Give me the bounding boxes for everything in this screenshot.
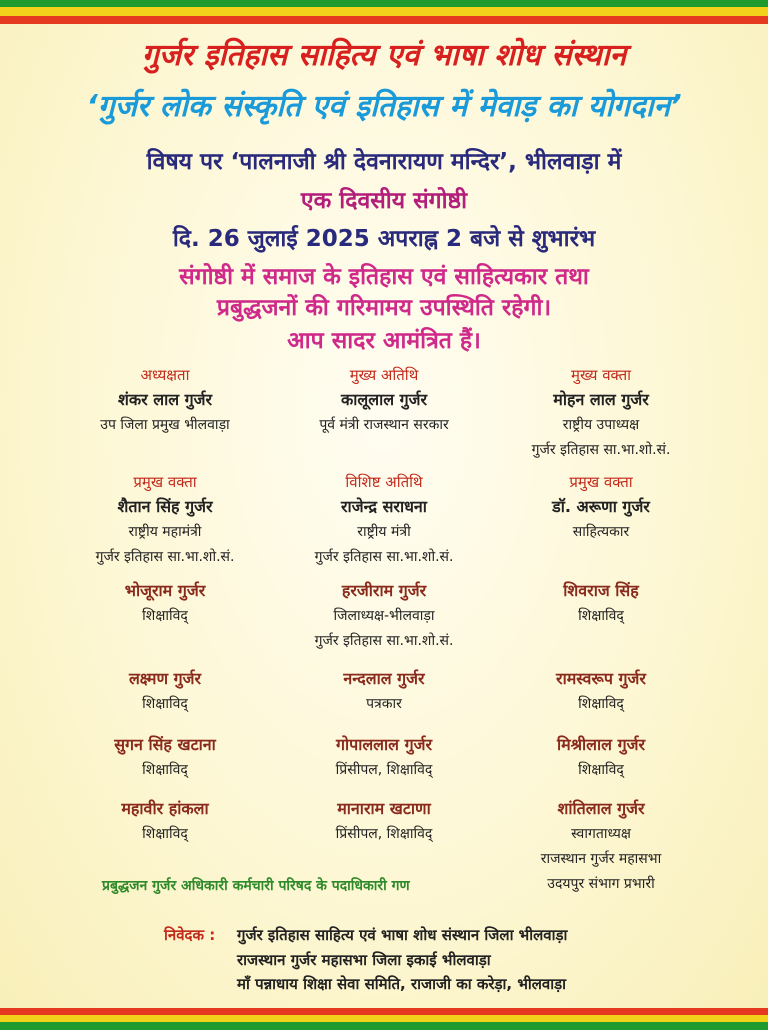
guest-desc: प्रिंसीपल, शिक्षाविद्	[335, 826, 433, 842]
invitation-line-1: संगोष्ठी में समाज के इतिहास एवं साहित्यकार तथा	[179, 264, 589, 290]
guest-desc: शिक्षाविद्	[578, 696, 624, 712]
guest-desc: राष्ट्रीय महामंत्री	[128, 524, 202, 540]
guest-name: शैतान सिंह गुर्जर	[117, 497, 213, 516]
date-time: दि. 26 जुलाई 2025 अपराह्न 2 बजे से शुभारंभ	[172, 226, 596, 252]
guest-card	[473, 470, 729, 545]
council-note: प्रबुद्धजन गुर्जर अधिकारी कर्मचारी परिषद के पदाधिकारी गण	[102, 878, 410, 894]
guest-role: मुख्य अतिथि	[349, 366, 419, 384]
guest-name: कालूलाल गुर्जर	[340, 390, 428, 409]
guest-desc: राजस्थान गुर्जर महासभा	[540, 851, 662, 867]
top-green-stripe	[0, 0, 768, 7]
bottom-red-stripe	[0, 1008, 768, 1015]
guest-name: डॉ. अरूणा गुर्जर	[552, 497, 650, 516]
theme-title: ‘गुर्जर लोक संस्कृति एवं इतिहास में मेवाड़ का योगदान’	[86, 89, 682, 124]
guest-role: अध्यक्षता	[140, 366, 190, 384]
invitation-line-3: आप सादर आमंत्रित हैं।	[287, 328, 481, 354]
top-yellow-stripe	[0, 7, 768, 16]
guest-name: शिवराज सिंह	[563, 581, 639, 600]
guest-name: रामस्वरूप गुर्जर	[556, 669, 646, 688]
guest-name: राजेन्द्र सराधना	[341, 497, 427, 516]
invitation-line-2: प्रबुद्धजनों की गरिमामय उपस्थिति रहेगी।	[216, 295, 552, 321]
guest-role: विशिष्ट अतिथि	[345, 473, 423, 491]
guest-desc: उप जिला प्रमुख भीलवाड़ा	[100, 417, 230, 433]
guest-card	[473, 666, 729, 717]
guest-name: लक्ष्मण गुर्जर	[128, 669, 202, 688]
nivedak-line: गुर्जर इतिहास साहित्य एवं भाषा शोध संस्थान जिला भीलवाड़ा	[237, 926, 568, 944]
guest-name: शांतिलाल गुर्जर	[557, 799, 645, 818]
guest-desc: शिक्षाविद्	[142, 608, 188, 624]
guest-desc: गुर्जर इतिहास सा.भा.शो.सं.	[531, 442, 671, 458]
guest-card	[473, 796, 729, 897]
guest-name: नन्दलाल गुर्जर	[343, 669, 425, 688]
guest-name: भोजूराम गुर्जर	[124, 581, 206, 600]
guest-card	[37, 578, 293, 629]
guest-desc: साहित्यकार	[572, 524, 630, 540]
guest-role: प्रमुख वक्ता	[133, 473, 197, 491]
guest-desc: राष्ट्रीय मंत्री	[357, 524, 411, 540]
guest-desc: गुर्जर इतिहास सा.भा.शो.सं.	[95, 549, 235, 565]
nivedak-label: निवेदक :	[164, 926, 216, 944]
guest-desc: शिक्षाविद्	[578, 762, 624, 778]
bottom-yellow-stripe	[0, 1015, 768, 1022]
guest-card	[37, 796, 293, 847]
guest-desc: पूर्व मंत्री राजस्थान सरकार	[319, 417, 449, 433]
guest-desc: स्वागताध्यक्ष	[571, 826, 631, 842]
guest-desc: शिक्षाविद्	[142, 696, 188, 712]
guest-name: शंकर लाल गुर्जर	[117, 390, 213, 409]
guest-desc: उदयपुर संभाग प्रभारी	[547, 876, 655, 892]
guest-desc: प्रिंसीपल, शिक्षाविद्	[335, 762, 433, 778]
guest-name: महावीर हांकला	[121, 799, 209, 818]
guest-role: प्रमुख वक्ता	[569, 473, 633, 491]
guest-desc: राष्ट्रीय उपाध्यक्ष	[562, 417, 640, 433]
guest-name: मोहन लाल गुर्जर	[553, 390, 649, 409]
nivedak-line: माँ पन्नाधाय शिक्षा सेवा समिति, राजाजी का करेड़ा, भीलवाड़ा	[237, 975, 567, 993]
guest-card	[37, 470, 293, 570]
guest-card	[473, 578, 729, 629]
guest-desc: गुर्जर इतिहास सा.भा.शो.सं.	[314, 633, 454, 649]
guest-card	[37, 363, 293, 438]
nivedak-line: राजस्थान गुर्जर महासभा जिला इकाई भीलवाड़ा	[237, 951, 491, 969]
guest-desc: पत्रकार	[366, 696, 402, 712]
guest-desc: जिलाध्यक्ष-भीलवाड़ा	[333, 608, 435, 624]
guest-card	[473, 732, 729, 783]
guest-desc: शिक्षाविद्	[142, 762, 188, 778]
guest-card	[37, 732, 293, 783]
guest-name: हरजीराम गुर्जर	[341, 581, 427, 600]
guest-card	[473, 363, 729, 463]
guest-name: मिश्रीलाल गुर्जर	[556, 735, 646, 754]
guest-name: सुगन सिंह खटाना	[114, 735, 216, 754]
org-title: गुर्जर इतिहास साहित्य एवं भाषा शोध संस्थान	[141, 38, 627, 73]
guest-role: मुख्य वक्ता	[570, 366, 632, 384]
guest-desc: गुर्जर इतिहास सा.भा.शो.सं.	[314, 549, 454, 565]
guest-name: गोपाललाल गुर्जर	[335, 735, 433, 754]
guest-desc: शिक्षाविद्	[578, 608, 624, 624]
guest-name: मानाराम खटाणा	[337, 799, 431, 818]
bottom-green-stripe	[0, 1022, 768, 1030]
guest-desc: शिक्षाविद्	[142, 826, 188, 842]
subject-line: विषय पर ‘पालनाजी श्री देवनारायण मन्दिर’, भीलवाड़ा में	[146, 149, 622, 175]
event-type: एक दिवसीय संगोष्ठी	[300, 188, 468, 214]
guest-card	[37, 666, 293, 717]
top-red-stripe	[0, 16, 768, 24]
